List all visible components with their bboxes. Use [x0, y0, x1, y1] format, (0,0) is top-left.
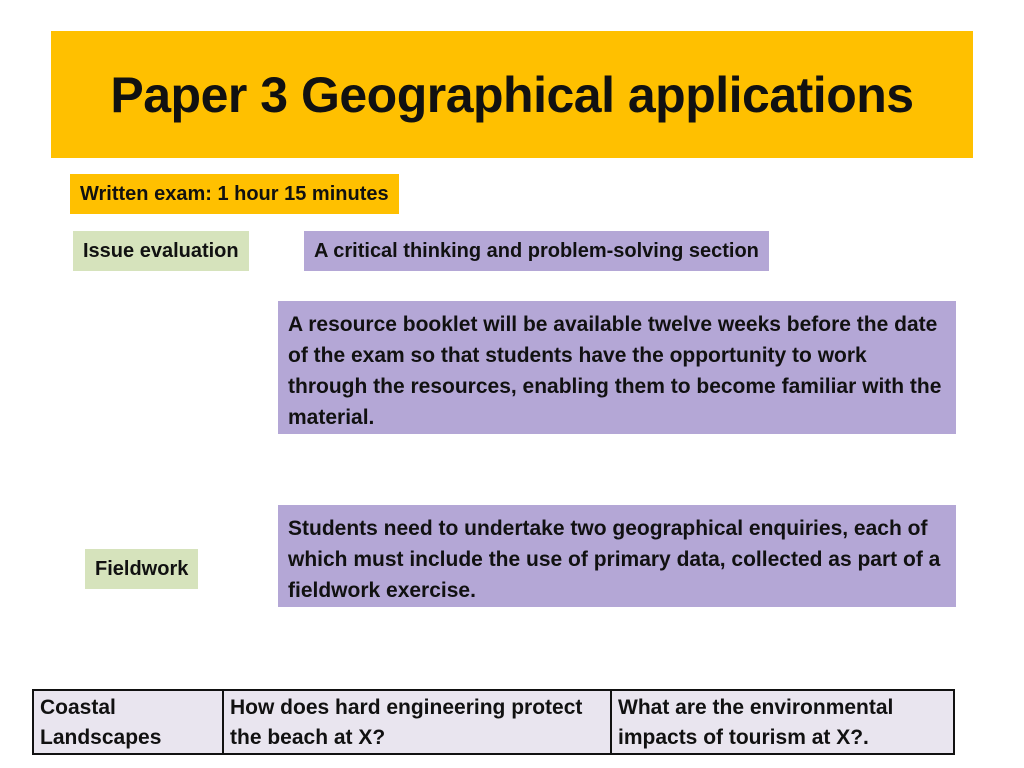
enquiry-table: [32, 689, 955, 755]
resource-booklet-panel: A resource booklet will be available twelve weeks before the date of the exam so that students have the opportunity to work through the resources, enabling them to become familiar with the material.: [278, 301, 956, 434]
fieldwork-label: Fieldwork: [85, 549, 198, 589]
page-title: Paper 3 Geographical applications: [110, 66, 914, 123]
exam-duration-label: Written exam: 1 hour 15 minutes: [70, 174, 399, 214]
title-banner: [51, 31, 973, 158]
table-row: [33, 690, 954, 754]
table-cell-topic: Coastal Landscapes: [33, 690, 223, 754]
table-cell-question-2: What are the environmental impacts of tourism at X?.: [611, 690, 954, 754]
issue-evaluation-description: A critical thinking and problem-solving section: [304, 231, 769, 271]
fieldwork-panel: Students need to undertake two geographical enquiries, each of which must include the use of primary data, collected as part of a fieldwork exercise.: [278, 505, 956, 607]
issue-evaluation-label: Issue evaluation: [73, 231, 249, 271]
table-cell-question-1: How does hard engineering protect the beach at X?: [223, 690, 611, 754]
